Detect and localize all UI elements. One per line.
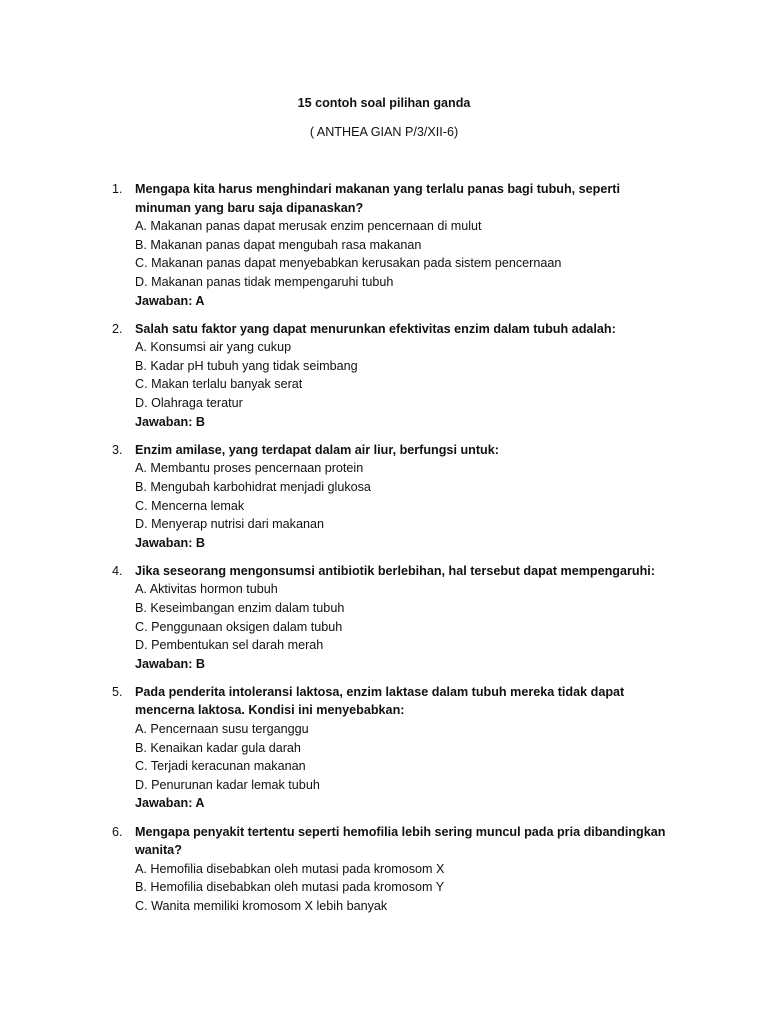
answer-option: A. Makanan panas dapat merusak enzim pencernaan di mulut — [135, 219, 482, 234]
answer-key: Jawaban: B — [135, 535, 205, 550]
answer-option: D. Makanan panas tidak mempengaruhi tubuh — [135, 274, 394, 289]
question-text: Mengapa kita harus menghindari makanan yang terlalu panas bagi tubuh, seperti minuman yang baru saja dipanaskan? — [135, 182, 620, 215]
question-number: 3. — [112, 442, 123, 457]
answer-option: D. Menyerap nutrisi dari makanan — [135, 517, 324, 532]
answer-key: Jawaban: A — [135, 293, 205, 308]
question-number: 6. — [112, 824, 123, 839]
question-text: Enzim amilase, yang terdapat dalam air liur, berfungsi untuk: — [135, 442, 499, 457]
question-item — [0, 683, 768, 813]
question-number: 1. — [112, 182, 123, 196]
answer-option: A. Hemofilia disebabkan oleh mutasi pada kromosom X — [135, 861, 445, 876]
question-number: 5. — [112, 684, 123, 699]
answer-option: C. Makan terlalu banyak serat — [135, 377, 303, 392]
question-number: 2. — [112, 321, 123, 336]
question-item — [0, 180, 768, 310]
answer-option: A. Pencernaan susu terganggu — [135, 722, 309, 737]
answer-key: Jawaban: B — [135, 656, 205, 671]
question-list — [0, 180, 768, 925]
answer-option: C. Wanita memiliki kromosom X lebih banyak — [135, 898, 388, 913]
answer-option: B. Hemofilia disebabkan oleh mutasi pada kromosom Y — [135, 880, 445, 895]
answer-option: A. Aktivitas hormon tubuh — [135, 582, 278, 597]
question-text: Pada penderita intoleransi laktosa, enzim laktase dalam tubuh mereka tidak dapat mencerna laktosa. Kondisi ini menyebabkan: — [135, 684, 625, 718]
answer-option: D. Pembentukan sel darah merah — [135, 638, 324, 653]
document-subtitle: ( ANTHEA GIAN P/3/XII-6) — [309, 125, 459, 139]
answer-option: D. Olahraga teratur — [135, 396, 243, 411]
question-text: Mengapa penyakit tertentu seperti hemofilia lebih sering muncul pada pria dibandingkan wanita? — [135, 824, 666, 858]
question-number: 4. — [112, 563, 123, 578]
answer-key: Jawaban: B — [135, 414, 205, 429]
answer-option: C. Terjadi keracunan makanan — [135, 759, 306, 774]
answer-option: B. Makanan panas dapat mengubah rasa makanan — [135, 237, 422, 252]
question-item — [0, 441, 768, 553]
question-text: Salah satu faktor yang dapat menurunkan efektivitas enzim dalam tubuh adalah: — [135, 321, 616, 336]
answer-option: C. Makanan panas dapat menyebabkan kerusakan pada sistem pencernaan — [135, 256, 562, 271]
answer-option: A. Konsumsi air yang cukup — [135, 340, 292, 355]
answer-option: C. Mencerna lemak — [135, 498, 245, 513]
question-item — [0, 823, 768, 916]
answer-option: A. Membantu proses pencernaan protein — [135, 461, 364, 476]
question-item — [0, 320, 768, 432]
answer-option: B. Kenaikan kadar gula darah — [135, 740, 301, 755]
answer-option: B. Keseimbangan enzim dalam tubuh — [135, 600, 345, 615]
answer-option: C. Penggunaan oksigen dalam tubuh — [135, 619, 343, 634]
answer-option: D. Penurunan kadar lemak tubuh — [135, 777, 320, 792]
answer-option: B. Mengubah karbohidrat menjadi glukosa — [135, 479, 371, 494]
document-title: 15 contoh soal pilihan ganda — [297, 96, 471, 110]
answer-option: B. Kadar pH tubuh yang tidak seimbang — [135, 358, 358, 373]
answer-key: Jawaban: A — [135, 796, 205, 811]
question-item — [0, 562, 768, 674]
question-text: Jika seseorang mengonsumsi antibiotik berlebihan, hal tersebut dapat mempengaruhi: — [135, 563, 655, 578]
